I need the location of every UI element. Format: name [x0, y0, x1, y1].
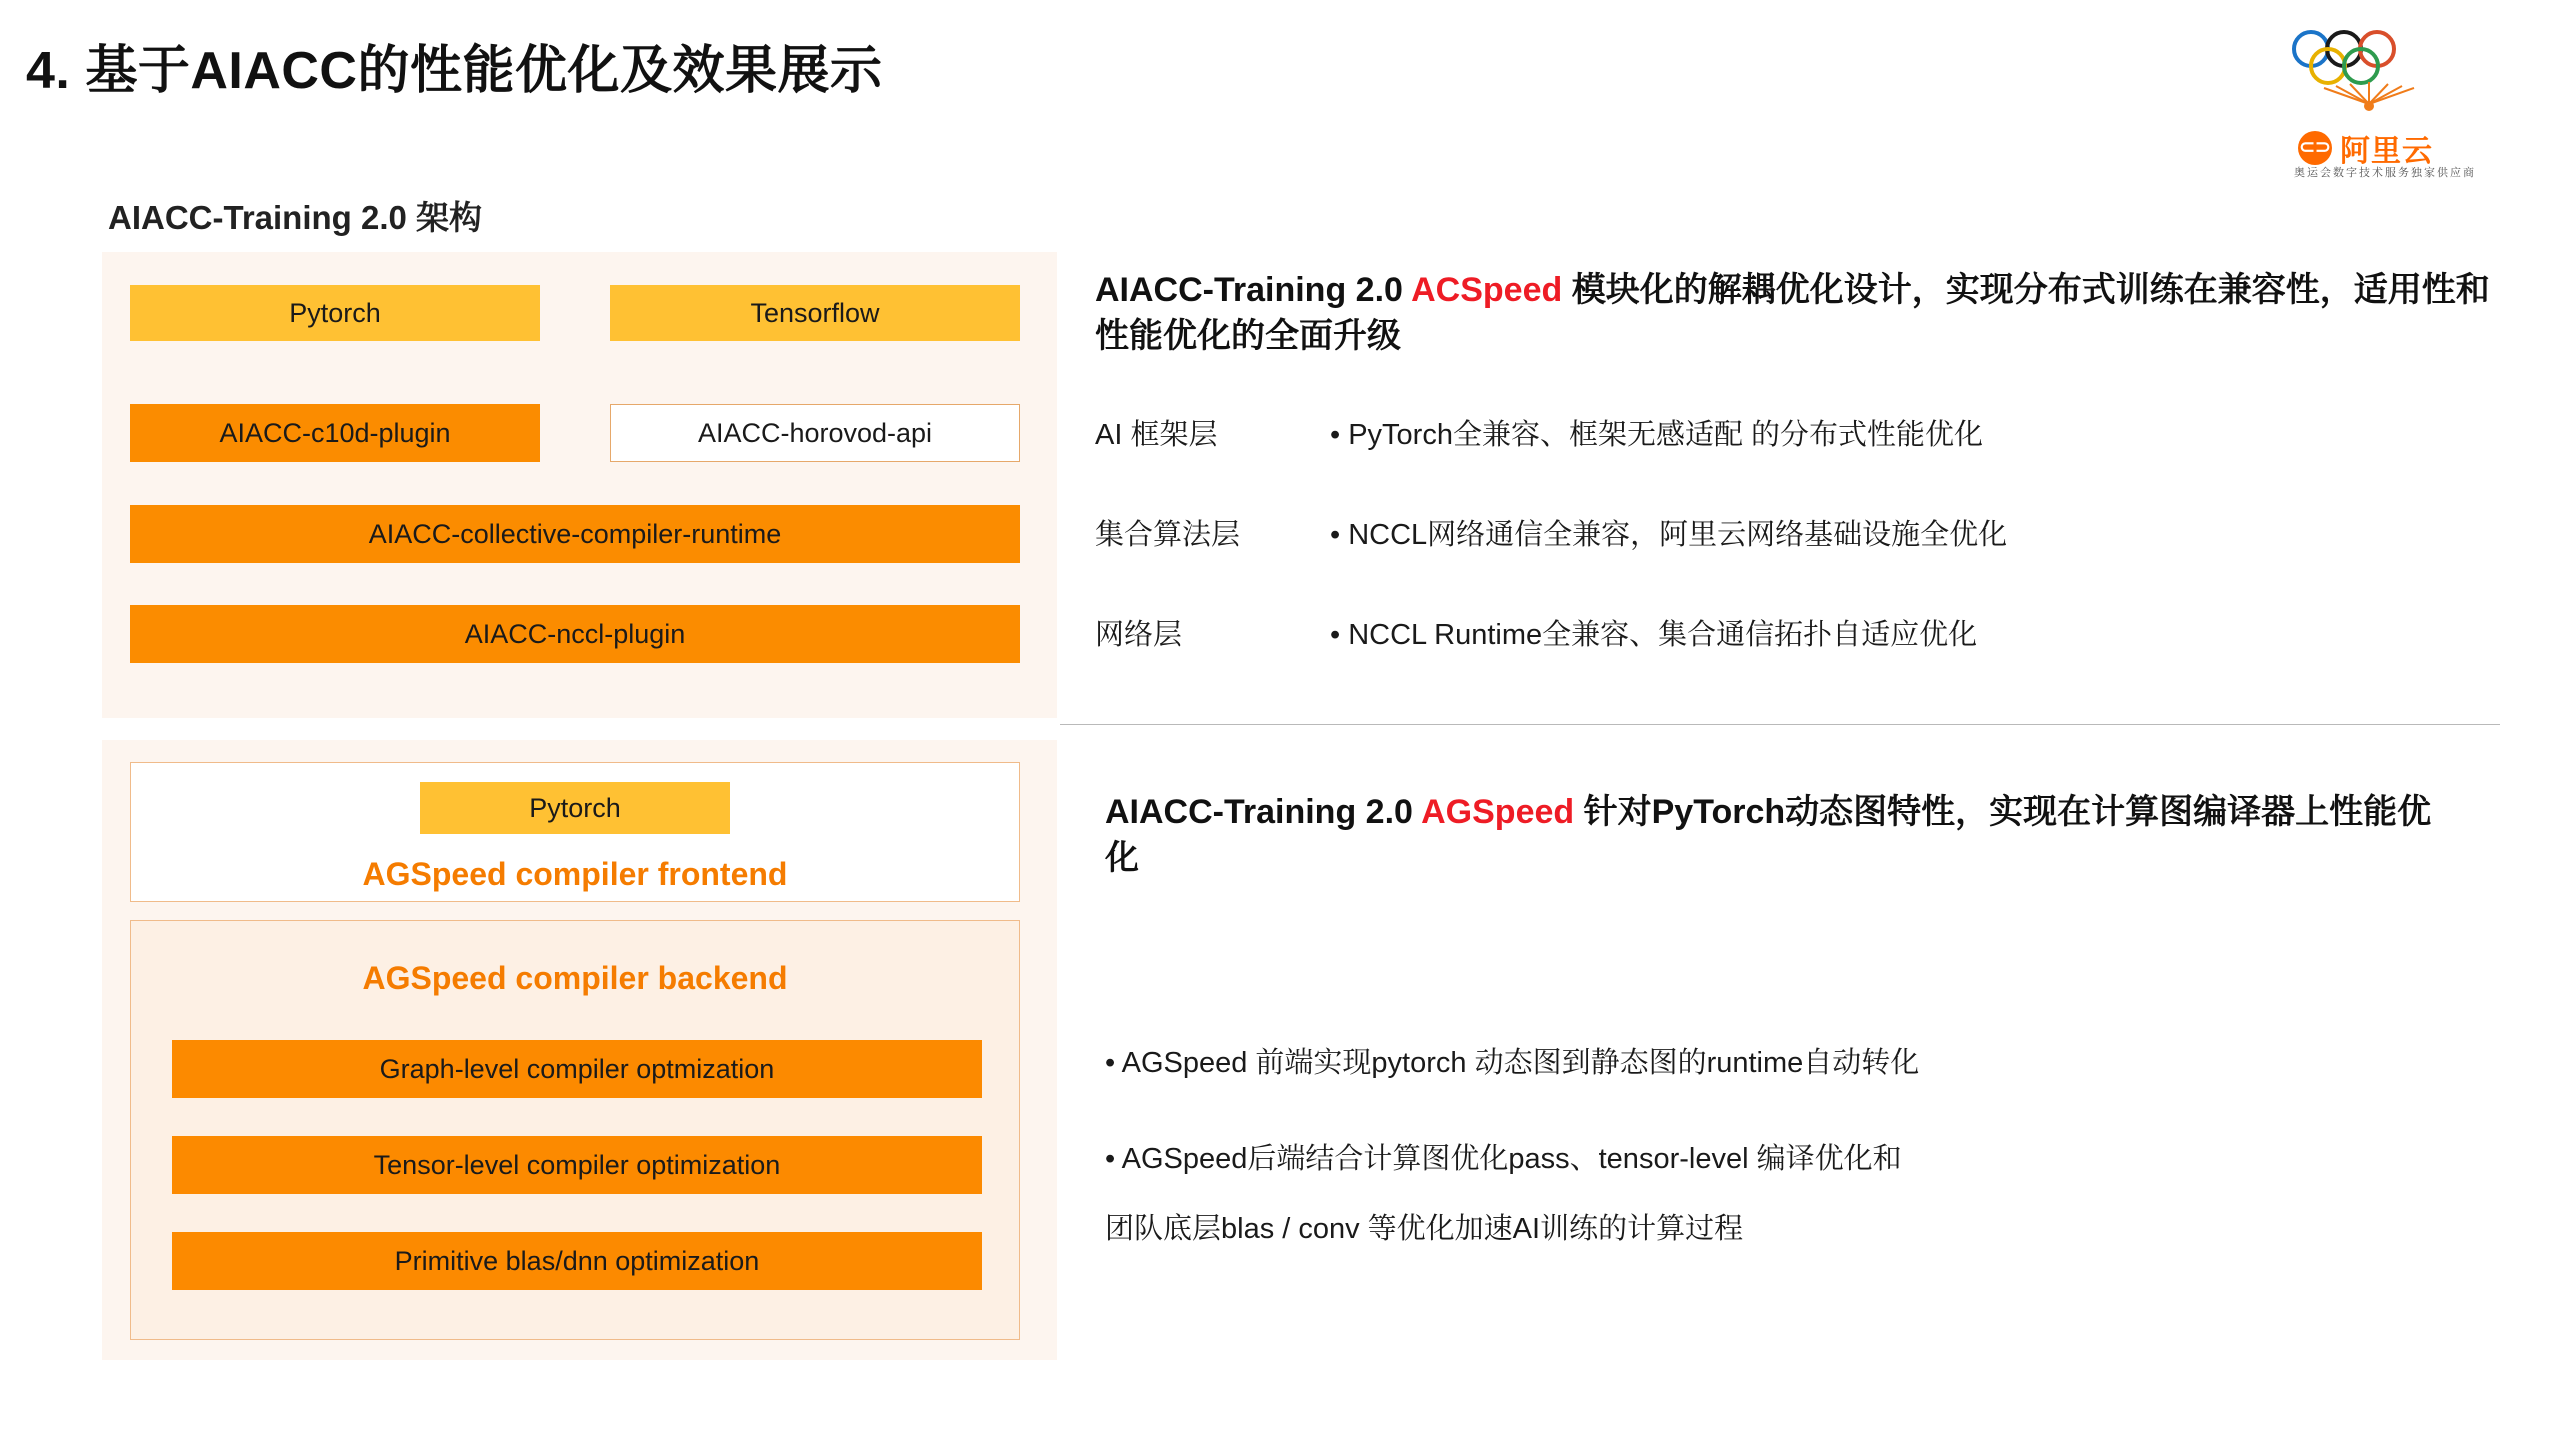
block-tensor-level-compiler-optimization: Tensor-level compiler optimization	[172, 1136, 982, 1194]
block-pytorch: Pytorch	[130, 285, 540, 341]
agspeed-frontend-title: AGSpeed compiler frontend	[362, 856, 788, 892]
logo-tagline: 奥运会数字技术服务独家供应商	[2294, 167, 2476, 179]
layer-name-ai-framework: AI 框架层	[1095, 419, 1218, 451]
page-title: 4. 基于AIACC的性能优化及效果展示	[26, 42, 883, 100]
block-aiacc-nccl-plugin: AIACC-nccl-plugin	[130, 605, 1020, 663]
alicloud-brand-text: 阿里云	[2340, 135, 2433, 168]
agspeed-heading-prefix: AIACC-Training 2.0	[1105, 793, 1422, 831]
block-primitive-blas-dnn-optimization: Primitive blas/dnn optimization	[172, 1232, 982, 1290]
layer-name-collective-algorithm: 集合算法层	[1095, 519, 1241, 551]
agspeed-backend-title: AGSpeed compiler backend	[362, 960, 788, 996]
layer-desc-collective-algorithm: • NCCL网络通信全兼容，阿里云网络基础设施全优化	[1330, 519, 2008, 551]
acspeed-heading-prefix: AIACC-Training 2.0	[1095, 271, 1412, 309]
agspeed-bullet-2: • AGSpeed后端结合计算图优化pass、tensor-level 编译优化和	[1105, 1143, 1902, 1175]
acspeed-heading-suffix: 模块化的解耦优化设计，实现分布式训练在兼容性，适用性和性能优化的全面升级	[1095, 271, 2490, 355]
agspeed-bullet-3: 团队底层blas / conv 等优化加速AI训练的计算过程	[1105, 1213, 1744, 1245]
alicloud-mark-icon: ⊂⊃	[2298, 131, 2332, 165]
agspeed-heading-accent: AGSpeed	[1421, 793, 1575, 831]
layer-desc-network: • NCCL Runtime全兼容、集合通信拓扑自适应优化	[1330, 619, 1978, 651]
agspeed-bullet-1: • AGSpeed 前端实现pytorch 动态图到静态图的runtime自动转化	[1105, 1047, 1920, 1079]
block-aiacc-horovod-api: AIACC-horovod-api	[610, 404, 1020, 462]
block-aiacc-c10d-plugin: AIACC-c10d-plugin	[130, 404, 540, 462]
acspeed-heading-accent: ACSpeed	[1411, 271, 1563, 309]
layer-desc-ai-framework: • PyTorch全兼容、框架无感适配 的分布式性能优化	[1330, 419, 1984, 451]
agspeed-heading-suffix: 针对PyTorch动态图特性，实现在计算图编译器上性能优化	[1105, 793, 2432, 877]
brand-logo	[2264, 30, 2474, 180]
torch-icon	[2284, 82, 2454, 126]
section-divider	[1060, 724, 2500, 725]
architecture-label: AIACC-Training 2.0 架构	[108, 199, 483, 236]
acspeed-heading	[1095, 268, 2495, 360]
agspeed-heading	[1105, 790, 2465, 882]
block-graph-level-compiler-optimization: Graph-level compiler optmization	[172, 1040, 982, 1098]
layer-name-network: 网络层	[1095, 619, 1183, 651]
block-aiacc-collective-compiler-runtime: AIACC-collective-compiler-runtime	[130, 505, 1020, 563]
block-pytorch-frontend: Pytorch	[420, 782, 730, 834]
block-tensorflow: Tensorflow	[610, 285, 1020, 341]
olympic-rings-icon	[2292, 30, 2452, 86]
